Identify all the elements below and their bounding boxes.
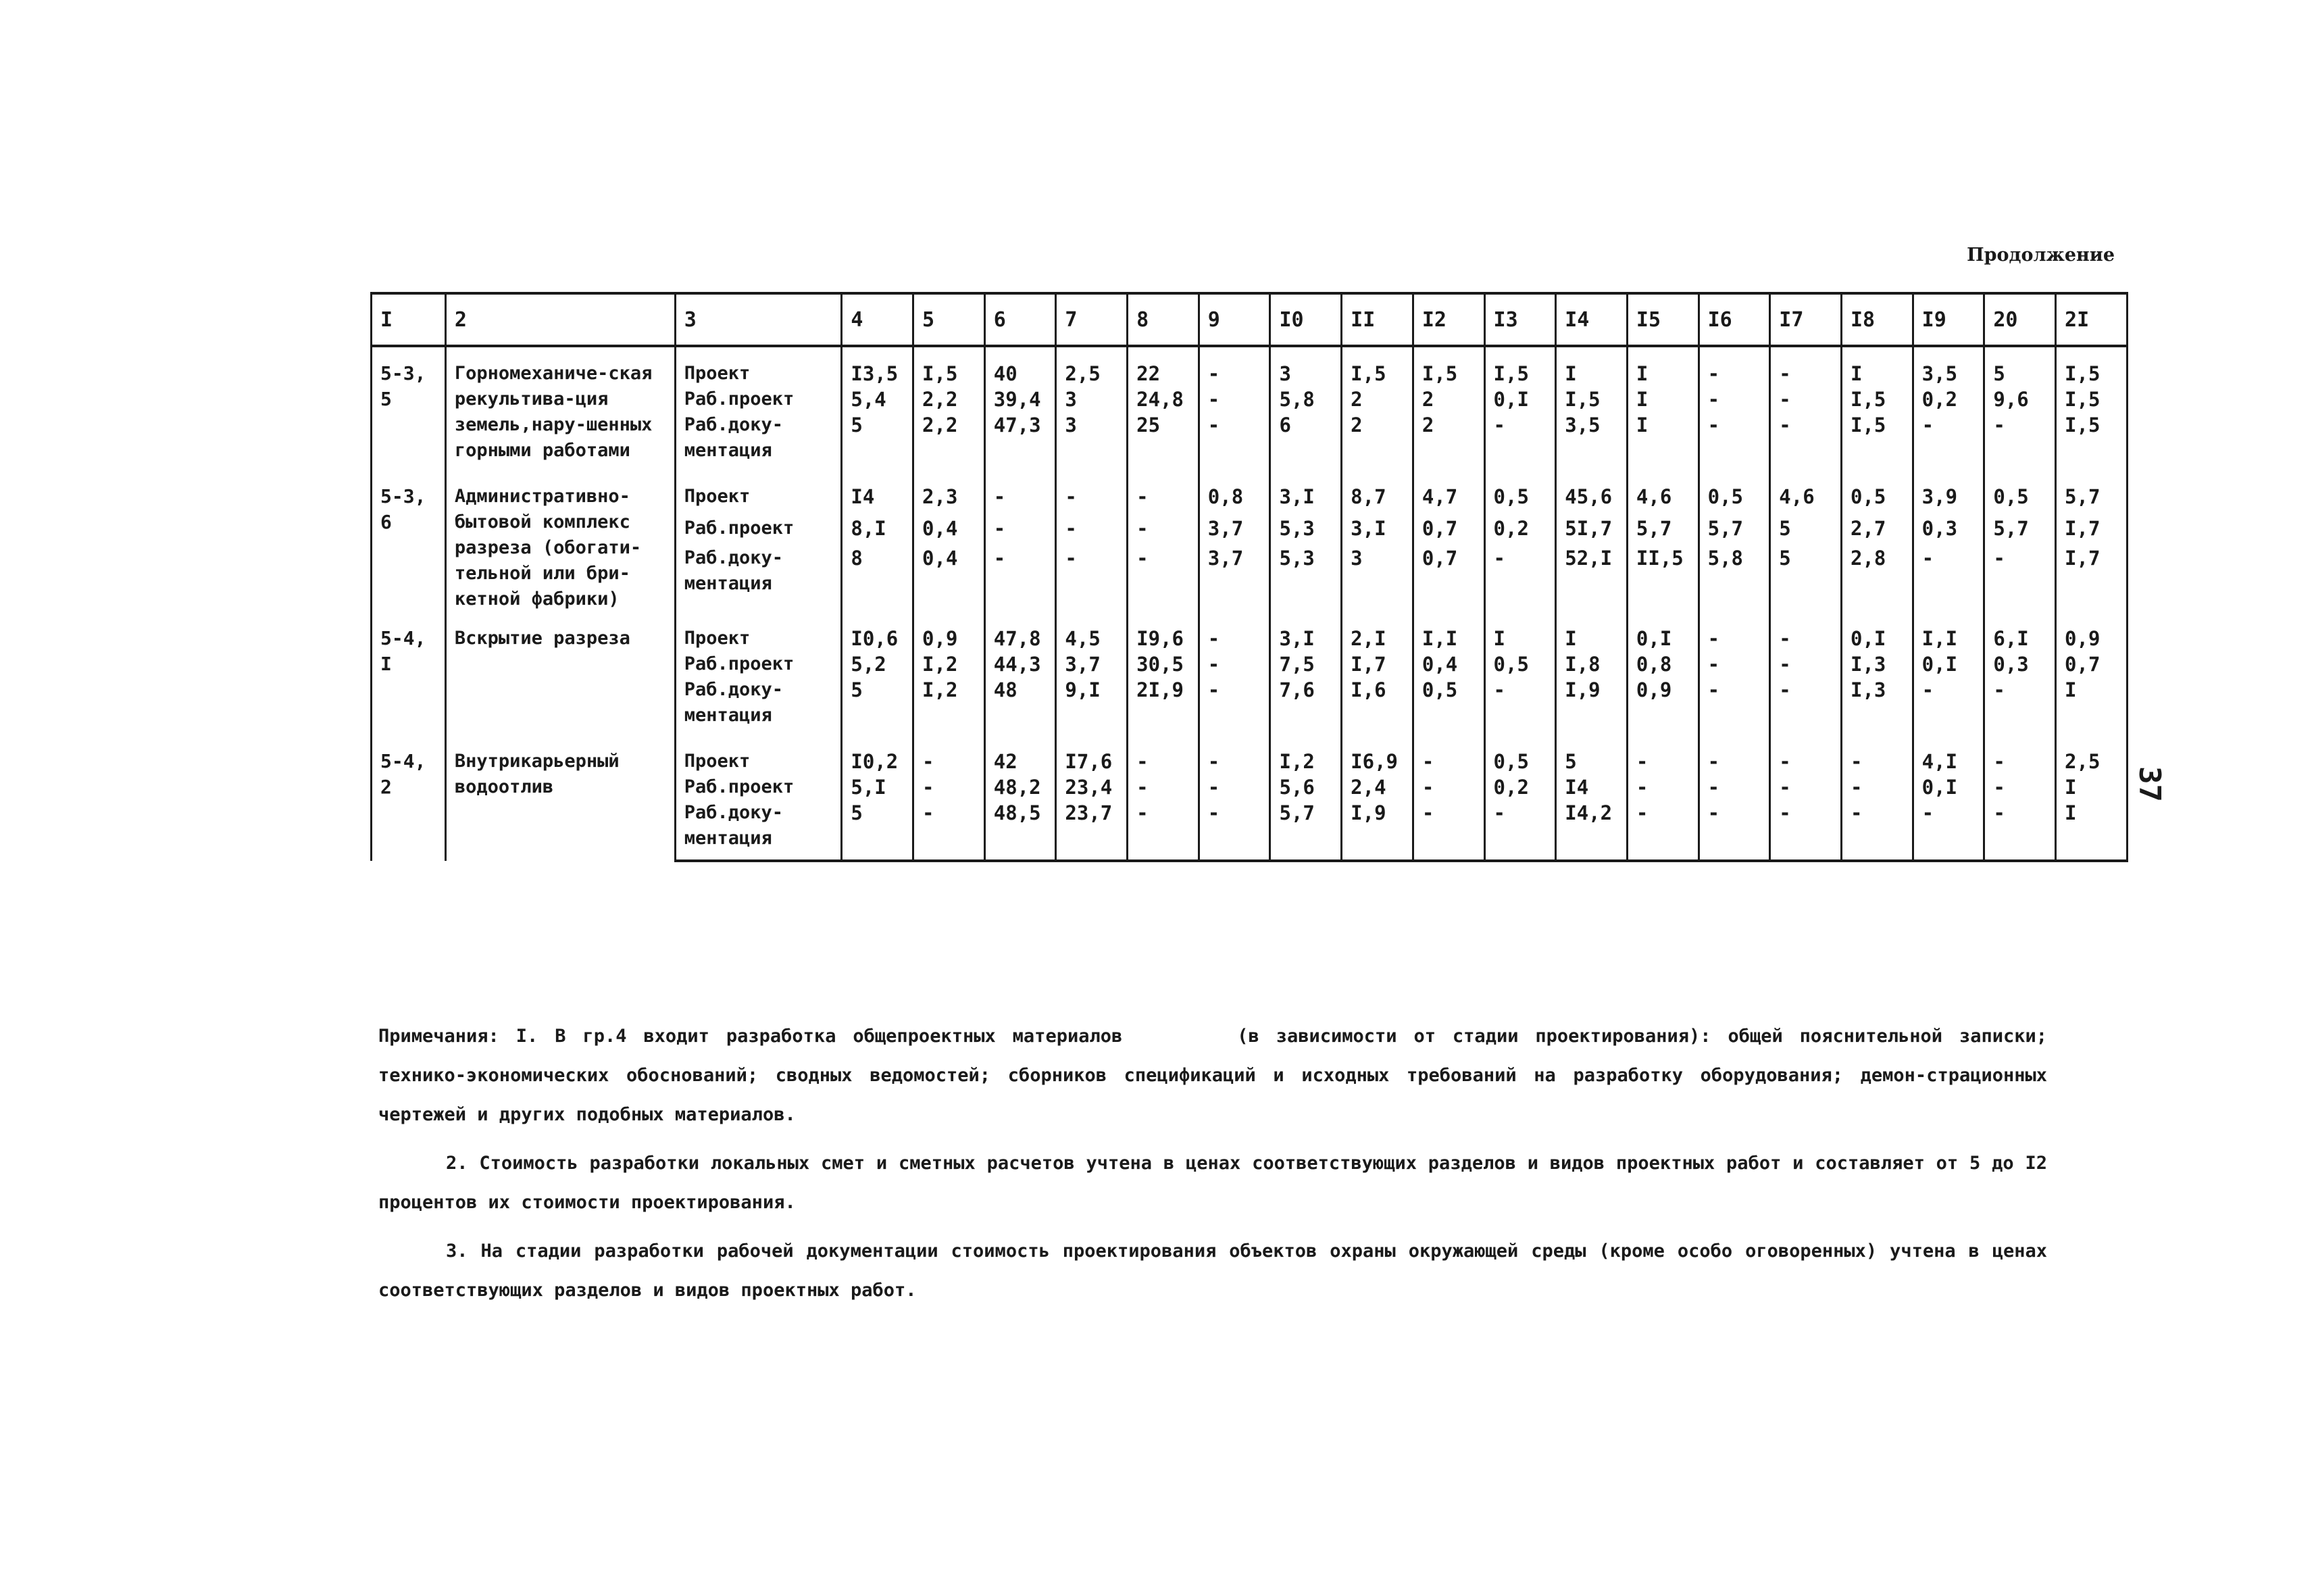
column-header: 3 — [675, 293, 842, 346]
table-cell: 5 — [842, 800, 913, 861]
table-cell: 3 — [1056, 386, 1128, 412]
column-header: 20 — [1984, 293, 2056, 346]
table-cell: - — [1841, 735, 1913, 774]
table-cell: 0,2 — [1484, 516, 1556, 545]
table-cell: 5 — [842, 412, 913, 470]
table-cell: I — [1627, 412, 1699, 470]
column-header: I6 — [1699, 293, 1770, 346]
column-header: I8 — [1841, 293, 1913, 346]
table-cell: 52,I — [1556, 545, 1628, 612]
table-cell: 0,7 — [2056, 651, 2128, 677]
table-cell: - — [1627, 800, 1699, 861]
table-cell: 23,4 — [1056, 774, 1128, 800]
table-cell: 5,3 — [1270, 545, 1342, 612]
section-code: 5-4, 2 — [372, 735, 446, 861]
table-cell: 7,5 — [1270, 651, 1342, 677]
section-name: Горномеханиче-ская рекультива-ция земель,нару-шенных горными работами — [445, 346, 675, 470]
table-cell: 22 — [1128, 346, 1199, 386]
table-cell: 4,I — [1913, 735, 1984, 774]
table-cell: 2,7 — [1841, 516, 1913, 545]
table-cell: - — [913, 800, 985, 861]
table-cell: - — [1841, 800, 1913, 861]
table-cell: 4,7 — [1413, 470, 1484, 516]
table-cell: 40 — [984, 346, 1056, 386]
table-cell: - — [1699, 346, 1770, 386]
table-cell: - — [1199, 774, 1270, 800]
table-cell: II,5 — [1627, 545, 1699, 612]
table-cell: 45,6 — [1556, 470, 1628, 516]
stage-label: Раб.доку-ментация — [675, 412, 842, 470]
table-cell: 0,9 — [1627, 677, 1699, 735]
note-1-start: Примечания: I. В гр.4 входит разработка общепроектных материалов — [378, 1026, 1123, 1047]
table-cell: - — [1770, 677, 1842, 735]
table-cell: I7,6 — [1056, 735, 1128, 774]
table-cell: 0,9 — [913, 612, 985, 651]
table-cell: 0,5 — [1484, 735, 1556, 774]
table-cell: 8,I — [842, 516, 913, 545]
table-cell: 3,7 — [1056, 651, 1128, 677]
table-cell: 6,I — [1984, 612, 2056, 651]
stage-label: Проект — [675, 346, 842, 386]
table-cell: - — [1984, 800, 2056, 861]
table-cell: I9,6 — [1128, 612, 1199, 651]
table-cell: I,5 — [2056, 386, 2128, 412]
table-cell: 0,2 — [1913, 386, 1984, 412]
table-cell: - — [1128, 545, 1199, 612]
table-cell: 0,I — [1913, 651, 1984, 677]
column-header: I4 — [1556, 293, 1628, 346]
table-cell: 5,8 — [1270, 386, 1342, 412]
table-cell: 0,4 — [1413, 651, 1484, 677]
table-cell: - — [1128, 735, 1199, 774]
table-cell: - — [1056, 545, 1128, 612]
table-cell: - — [913, 774, 985, 800]
table-cell: 48,5 — [984, 800, 1056, 861]
table-cell: 5,4 — [842, 386, 913, 412]
column-header: I — [372, 293, 446, 346]
table-cell: I3,5 — [842, 346, 913, 386]
table-cell: - — [1770, 386, 1842, 412]
table-cell: I,5 — [913, 346, 985, 386]
table-cell: - — [1913, 545, 1984, 612]
table-cell: I4,2 — [1556, 800, 1628, 861]
table-cell: 2,2 — [913, 412, 985, 470]
table-body — [372, 346, 2128, 861]
table-cell: I,2 — [913, 651, 985, 677]
table-cell: 3 — [1342, 545, 1413, 612]
table-cell: 0,3 — [1984, 651, 2056, 677]
stage-label: Проект — [675, 470, 842, 516]
table-cell: I,5 — [1342, 346, 1413, 386]
table-cell: - — [1699, 386, 1770, 412]
table-cell: - — [1199, 612, 1270, 651]
table-cell: 4,5 — [1056, 612, 1128, 651]
table-cell: - — [913, 735, 985, 774]
table-cell: I — [1841, 346, 1913, 386]
table-cell: 5,8 — [1699, 545, 1770, 612]
table-cell: 5 — [1556, 735, 1628, 774]
table-cell: I,3 — [1841, 677, 1913, 735]
stage-label: Проект — [675, 735, 842, 774]
table-row — [372, 470, 2128, 516]
table-cell: I,5 — [1484, 346, 1556, 386]
table-cell: - — [1699, 735, 1770, 774]
table-cell: I6,9 — [1342, 735, 1413, 774]
table-row — [372, 612, 2128, 651]
stage-label: Раб.доку-ментация — [675, 677, 842, 735]
table-cell: 0,3 — [1913, 516, 1984, 545]
table-cell: 3 — [1270, 346, 1342, 386]
table-cell: - — [1484, 677, 1556, 735]
table-cell: 44,3 — [984, 651, 1056, 677]
table-cell: I — [1627, 386, 1699, 412]
note-1-rest: (в зависимости от стадии проектирования): общей пояснительной записки; технико-экономических обоснований; сводных ведомостей; сборников спецификаций и исходных требований на разработку оборудования; демон-страционных чертежей и других подобных материалов. — [378, 1026, 2047, 1125]
table-cell: 3,I — [1342, 516, 1413, 545]
column-header: 6 — [984, 293, 1056, 346]
table-cell: - — [1984, 735, 2056, 774]
table-cell: I,9 — [1342, 800, 1413, 861]
table-cell: 2 — [1342, 412, 1413, 470]
table-cell: - — [1413, 800, 1484, 861]
table-cell: 0,4 — [913, 545, 985, 612]
table-cell: - — [1128, 774, 1199, 800]
table-cell: 2 — [1342, 386, 1413, 412]
table-cell: I4 — [842, 470, 913, 516]
table-cell: 47,3 — [984, 412, 1056, 470]
table-cell: - — [1984, 677, 2056, 735]
table-row — [372, 346, 2128, 386]
table-cell: I,7 — [2056, 516, 2128, 545]
table-cell: 5 — [1770, 516, 1842, 545]
column-header: 2 — [445, 293, 675, 346]
table-cell: 0,I — [1484, 386, 1556, 412]
stage-label: Раб.доку-ментация — [675, 800, 842, 861]
table-cell: 25 — [1128, 412, 1199, 470]
table-cell: 2,I — [1342, 612, 1413, 651]
table-cell: 0,I — [1913, 774, 1984, 800]
table-cell: 0,I — [1841, 612, 1913, 651]
table-cell: - — [1199, 677, 1270, 735]
table-cell: - — [1128, 470, 1199, 516]
table-cell: - — [984, 470, 1056, 516]
column-header: I5 — [1627, 293, 1699, 346]
column-header: I9 — [1913, 293, 1984, 346]
table-cell: I,7 — [1342, 651, 1413, 677]
table-cell: 8,7 — [1342, 470, 1413, 516]
table-cell: 48 — [984, 677, 1056, 735]
table-cell: 0,I — [1627, 612, 1699, 651]
stage-label: Раб.доку-ментация — [675, 545, 842, 612]
table-cell: 3 — [1056, 412, 1128, 470]
table-cell: - — [1770, 735, 1842, 774]
table-cell: - — [984, 545, 1056, 612]
table-cell: I — [1556, 346, 1628, 386]
table-cell: 2,3 — [913, 470, 985, 516]
stage-label: Раб.проект — [675, 386, 842, 412]
table-cell: 0,5 — [1413, 677, 1484, 735]
table-cell: I0,2 — [842, 735, 913, 774]
table-cell: 0,4 — [913, 516, 985, 545]
note-1 — [378, 1017, 2047, 1134]
table-cell: 4,6 — [1627, 470, 1699, 516]
table-cell: - — [1199, 651, 1270, 677]
column-header: 9 — [1199, 293, 1270, 346]
table-cell: 2,4 — [1342, 774, 1413, 800]
table-cell: - — [1484, 545, 1556, 612]
section-code: 5-4, I — [372, 612, 446, 735]
table-cell: 5,7 — [1984, 516, 2056, 545]
table-cell: - — [1413, 774, 1484, 800]
table-cell: - — [1627, 774, 1699, 800]
table-cell: - — [1056, 470, 1128, 516]
table-cell: I,6 — [1342, 677, 1413, 735]
table-cell: - — [1128, 800, 1199, 861]
notes-section — [378, 1017, 2047, 1320]
table-cell: I4 — [1556, 774, 1628, 800]
table-cell: 3,I — [1270, 612, 1342, 651]
table-cell: 5 — [842, 677, 913, 735]
table-cell: 2 — [1413, 386, 1484, 412]
table-cell: - — [984, 516, 1056, 545]
table-cell: I — [2056, 800, 2128, 861]
table-cell: I,5 — [1841, 386, 1913, 412]
table-cell: I,I — [1413, 612, 1484, 651]
table-cell: I — [2056, 677, 2128, 735]
table-cell: - — [1699, 774, 1770, 800]
cost-table — [370, 292, 2128, 862]
table-cell: - — [1699, 651, 1770, 677]
table-cell: 0,2 — [1484, 774, 1556, 800]
table-cell: I,3 — [1841, 651, 1913, 677]
table-cell: 0,9 — [2056, 612, 2128, 651]
table-cell: I,I — [1913, 612, 1984, 651]
table-cell: - — [1699, 412, 1770, 470]
column-header: 2I — [2056, 293, 2128, 346]
table-cell: - — [1913, 677, 1984, 735]
table-cell: 0,5 — [1484, 651, 1556, 677]
table-cell: I,2 — [1270, 735, 1342, 774]
table-cell: 9,6 — [1984, 386, 2056, 412]
table-cell: 0,5 — [1484, 470, 1556, 516]
table-cell: - — [1913, 412, 1984, 470]
table-cell: 9,I — [1056, 677, 1128, 735]
table-cell: 39,4 — [984, 386, 1056, 412]
table-cell: 0,7 — [1413, 545, 1484, 612]
table-cell: 7,6 — [1270, 677, 1342, 735]
table-cell: - — [1699, 800, 1770, 861]
table-cell: 3,5 — [1913, 346, 1984, 386]
table-cell: - — [1984, 545, 2056, 612]
table-cell: 0,5 — [1841, 470, 1913, 516]
table-cell: 2,5 — [1056, 346, 1128, 386]
table-cell: I — [2056, 774, 2128, 800]
table-cell: I,5 — [2056, 412, 2128, 470]
table-cell: I,8 — [1556, 651, 1628, 677]
table-cell: 5,7 — [2056, 470, 2128, 516]
table-cell: 2I,9 — [1128, 677, 1199, 735]
table-cell: I — [1556, 612, 1628, 651]
table-cell: 3,7 — [1199, 516, 1270, 545]
table-cell: 47,8 — [984, 612, 1056, 651]
note-3: 3. На стадии разработки рабочей документации стоимость проектирования объектов охраны окружающей среды (кроме особо оговоренных) учтена в ценах соответствующих разделов и видов проектных работ. — [378, 1241, 2047, 1301]
table-cell: 3,5 — [1556, 412, 1628, 470]
table-cell: I,5 — [2056, 346, 2128, 386]
section-name: Административно-бытовой комплекс разреза (обогати-тельной или бри-кетной фабрики) — [445, 470, 675, 612]
table-cell: 0,8 — [1199, 470, 1270, 516]
table-row — [372, 735, 2128, 774]
table-cell: - — [1199, 346, 1270, 386]
table-cell: 0,8 — [1627, 651, 1699, 677]
table-cell: 5 — [1984, 346, 2056, 386]
table-cell: I,5 — [1413, 346, 1484, 386]
table-cell: 6 — [1270, 412, 1342, 470]
table-cell: 2,8 — [1841, 545, 1913, 612]
table-cell: - — [1770, 346, 1842, 386]
table-cell: - — [1484, 412, 1556, 470]
table-cell: - — [1699, 677, 1770, 735]
table-cell: 3,I — [1270, 470, 1342, 516]
table-cell: 3,9 — [1913, 470, 1984, 516]
table-cell: 5,I — [842, 774, 913, 800]
table-cell: - — [1984, 774, 2056, 800]
table-cell: - — [1841, 774, 1913, 800]
table-cell: 23,7 — [1056, 800, 1128, 861]
column-header: I7 — [1770, 293, 1842, 346]
column-header: 4 — [842, 293, 913, 346]
table-cell: - — [1770, 412, 1842, 470]
table-cell: - — [1913, 800, 1984, 861]
table-cell: 0,5 — [1699, 470, 1770, 516]
column-header: I2 — [1413, 293, 1484, 346]
table-cell: 30,5 — [1128, 651, 1199, 677]
table-cell: I,9 — [1556, 677, 1628, 735]
table-cell: I,5 — [1841, 412, 1913, 470]
column-header: 5 — [913, 293, 985, 346]
table-cell: I0,6 — [842, 612, 913, 651]
table-cell: I,5 — [1556, 386, 1628, 412]
table-cell: 24,8 — [1128, 386, 1199, 412]
table-cell: 0,5 — [1984, 470, 2056, 516]
table-cell: 2,5 — [2056, 735, 2128, 774]
table-cell: 5,2 — [842, 651, 913, 677]
table-cell: 0,7 — [1413, 516, 1484, 545]
table-cell: - — [1770, 800, 1842, 861]
table-cell: I — [1627, 346, 1699, 386]
table-cell: - — [1199, 386, 1270, 412]
column-header: I3 — [1484, 293, 1556, 346]
column-header: 7 — [1056, 293, 1128, 346]
table-cell: - — [1199, 412, 1270, 470]
continuation-label: Продолжение — [1967, 245, 2115, 266]
table-cell: 5,7 — [1627, 516, 1699, 545]
table-cell: - — [1128, 516, 1199, 545]
stage-label: Раб.проект — [675, 516, 842, 545]
table-cell: - — [1199, 735, 1270, 774]
table-cell: - — [1627, 735, 1699, 774]
table-cell: 5 — [1770, 545, 1842, 612]
table-cell: - — [1699, 612, 1770, 651]
table-cell: I,7 — [2056, 545, 2128, 612]
column-header: II — [1342, 293, 1413, 346]
table-cell: - — [1770, 774, 1842, 800]
table-cell: - — [1484, 800, 1556, 861]
table-cell: 42 — [984, 735, 1056, 774]
table-cell: 5,3 — [1270, 516, 1342, 545]
column-header: 8 — [1128, 293, 1199, 346]
stage-label: Раб.проект — [675, 651, 842, 677]
section-name: Внутрикарьерный водоотлив — [445, 735, 675, 861]
section-code: 5-3, 6 — [372, 470, 446, 612]
note-2: 2. Стоимость разработки локальных смет и сметных расчетов учтена в ценах соответствующих разделов и видов проектных работ и составляет от 5 до I2 процентов их стоимости проектирования. — [378, 1153, 2047, 1213]
stage-label: Проект — [675, 612, 842, 651]
table-cell: - — [1770, 651, 1842, 677]
table-cell: I,2 — [913, 677, 985, 735]
table-cell: 48,2 — [984, 774, 1056, 800]
table-cell: - — [1056, 516, 1128, 545]
page-number: 37 — [2132, 766, 2167, 802]
table-cell: 8 — [842, 545, 913, 612]
table-cell: - — [1984, 412, 2056, 470]
table-cell: 2,2 — [913, 386, 985, 412]
table-cell: - — [1413, 735, 1484, 774]
table-cell: 5,7 — [1699, 516, 1770, 545]
table-cell: 3,7 — [1199, 545, 1270, 612]
table-cell: 4,6 — [1770, 470, 1842, 516]
table-cell: - — [1199, 800, 1270, 861]
table-cell: 2 — [1413, 412, 1484, 470]
stage-label: Раб.проект — [675, 774, 842, 800]
table-cell: - — [1770, 612, 1842, 651]
table-cell: 5I,7 — [1556, 516, 1628, 545]
table-cell: I — [1484, 612, 1556, 651]
table-cell: 5,6 — [1270, 774, 1342, 800]
section-code: 5-3, 5 — [372, 346, 446, 470]
table-cell: 5,7 — [1270, 800, 1342, 861]
column-header: I0 — [1270, 293, 1342, 346]
section-name: Вскрытие разреза — [445, 612, 675, 735]
column-number-row — [372, 293, 2128, 346]
